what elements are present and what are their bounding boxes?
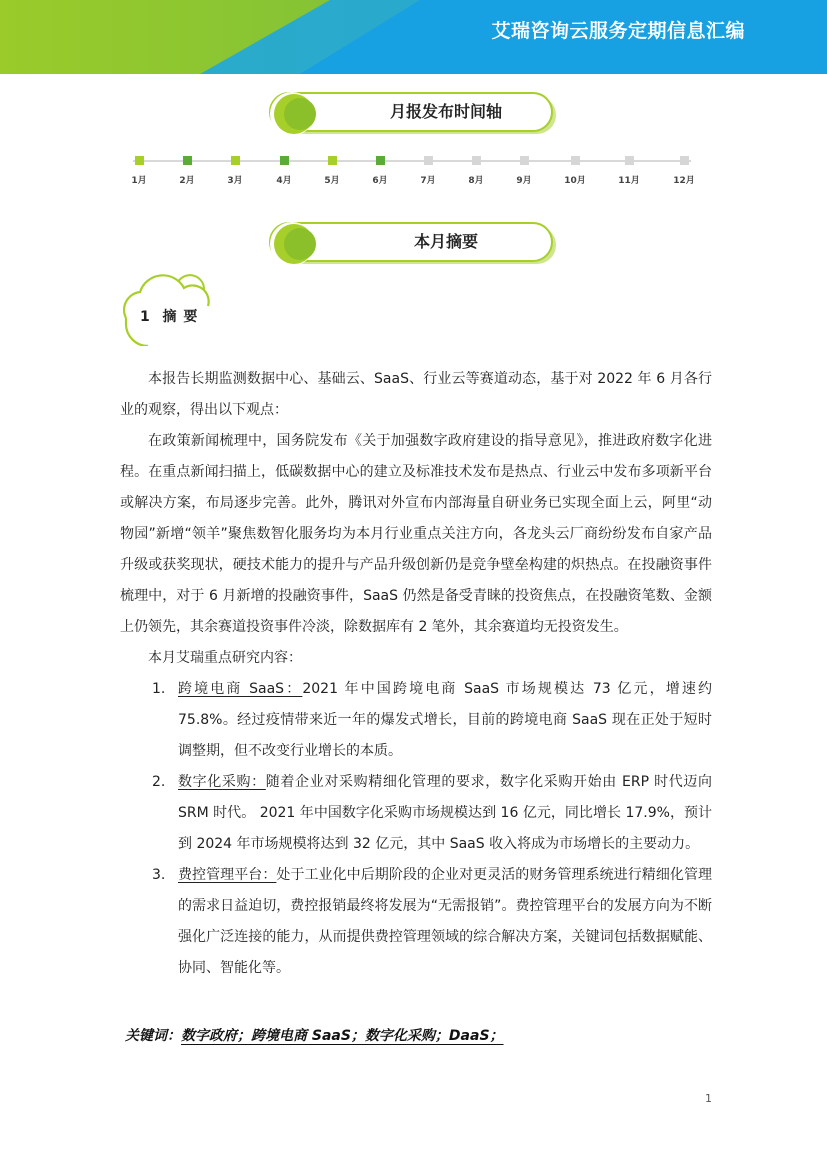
header-title: 艾瑞咨询云服务定期信息汇编 <box>491 20 745 42</box>
timeline-marker <box>424 156 433 165</box>
keywords-value: 数字政府；跨境电商 SaaS；数字化采购；DaaS； <box>181 1028 504 1044</box>
list-item-text: 处于工业化中后期阶段的企业对更灵活的财务管理系统进行精细化管理的需求日益迫切，费控报销最终将发展为“无需报销”。费控管理平台的发展方向为不断强化广泛连接的能力，从而提供费控管理领域的综合解决方案，关键词包括数据赋能、协同、智能化等。 <box>178 867 713 976</box>
timeline-month <box>504 152 544 186</box>
timeline-month-label: 3月 <box>227 176 243 186</box>
keywords-line <box>125 1025 504 1045</box>
abstract-paragraph: 在政策新闻梳理中，国务院发布《关于加强数字政府建设的指导意见》，推进政府数字化进程。在重点新闻扫描上，低碳数据中心的建立及标准技术发布是热点、行业云中发布多项新平台或解决方案，布局逐步完善。此外，腾讯对外宣布内部海量自研业务已实现全面上云，阿里“动物园”新增“领羊”聚焦数智化服务均为本月行业重点关注方向，各龙头云厂商纷纷发布自家产品升级或获奖现状，硬技术能力的提升与产品升级创新仍是竞争壁垒构建的炽热点。在投融资事件梳理中，对于 6 月新增的投融资事件，SaaS 仍然是备受青睐的投资焦点，在投融资笔数、金额上仍领先，其余赛道投资事件冷淡，除数据库有 2 笔外，其余赛道均无投资发生。 <box>120 433 712 635</box>
timeline-month <box>360 152 400 186</box>
release-timeline <box>127 152 697 192</box>
timeline-month-label: 9月 <box>516 176 532 186</box>
timeline-month-label: 1月 <box>131 176 147 186</box>
timeline-month <box>264 152 304 186</box>
timeline-month <box>555 152 595 186</box>
timeline-month <box>167 152 207 186</box>
abstract-paragraph: 本报告长期监测数据中心、基础云、SaaS、行业云等赛道动态，基于对 2022 年 6 月各行业的观察，得出以下观点： <box>120 371 712 418</box>
summary-section-title: 本月摘要 <box>413 232 478 251</box>
timeline-section-header <box>266 92 558 138</box>
timeline-month <box>609 152 649 186</box>
list-item-number: 1. <box>152 681 166 697</box>
abstract-title: 摘 要 <box>162 309 199 325</box>
timeline-month <box>119 152 159 186</box>
timeline-section-title: 月报发布时间轴 <box>389 102 502 121</box>
timeline-marker <box>135 156 144 165</box>
timeline-marker <box>472 156 481 165</box>
timeline-marker <box>231 156 240 165</box>
keywords-label: 关键词： <box>125 1028 181 1044</box>
list-item-term: 数字化采购： <box>178 774 266 790</box>
list-item-number: 3. <box>152 867 166 883</box>
timeline-marker <box>328 156 337 165</box>
page-number: 1 <box>705 1092 712 1105</box>
timeline-marker <box>520 156 529 165</box>
timeline-marker <box>376 156 385 165</box>
timeline-marker <box>571 156 580 165</box>
timeline-marker <box>183 156 192 165</box>
timeline-month <box>408 152 448 186</box>
summary-section-header <box>266 222 558 268</box>
timeline-marker <box>625 156 634 165</box>
timeline-month-label: 6月 <box>372 176 388 186</box>
abstract-number: 1 <box>140 309 151 325</box>
timeline-month-label: 2月 <box>179 176 195 186</box>
timeline-marker <box>280 156 289 165</box>
timeline-month-label: 7月 <box>420 176 436 186</box>
timeline-month-label: 4月 <box>276 176 292 186</box>
header-banner <box>0 0 827 74</box>
research-intro: 本月艾瑞重点研究内容： <box>148 650 302 666</box>
timeline-month <box>215 152 255 186</box>
list-item-text: 随着企业对采购精细化管理的要求，数字化采购开始由 ERP 时代迈向 SRM 时代。 2021 年中国数字化采购市场规模达到 16 亿元，同比增长 17.9%，预计到 2024 年市场规模将达到 32 亿元，其中 SaaS 收入将成为市场增长的主要动力。 <box>178 774 713 852</box>
list-item-number: 2. <box>152 774 166 790</box>
timeline-month-label: 5月 <box>324 176 340 186</box>
research-list <box>120 674 712 984</box>
timeline-marker <box>680 156 689 165</box>
list-item-term: 费控管理平台： <box>178 867 277 883</box>
timeline-month-label: 12月 <box>673 176 695 186</box>
timeline-month <box>312 152 352 186</box>
list-item-term: 跨境电商 SaaS： <box>178 681 303 697</box>
timeline-month <box>664 152 704 186</box>
abstract-body <box>120 364 712 984</box>
timeline-month <box>456 152 496 186</box>
list-item <box>120 767 712 860</box>
abstract-heading <box>140 306 198 326</box>
timeline-month-label: 11月 <box>618 176 640 186</box>
timeline-month-label: 10月 <box>564 176 586 186</box>
list-item-text: 2021 年中国跨境电商 SaaS 市场规模达 73 亿元，增速约 75.8%。经过疫情带来近一年的爆发式增长，目前的跨境电商 SaaS 现在正处于短时调整期，但不改变行业增长的本质。 <box>178 681 712 759</box>
timeline-month-label: 8月 <box>468 176 484 186</box>
list-item <box>120 860 712 984</box>
list-item <box>120 674 712 767</box>
